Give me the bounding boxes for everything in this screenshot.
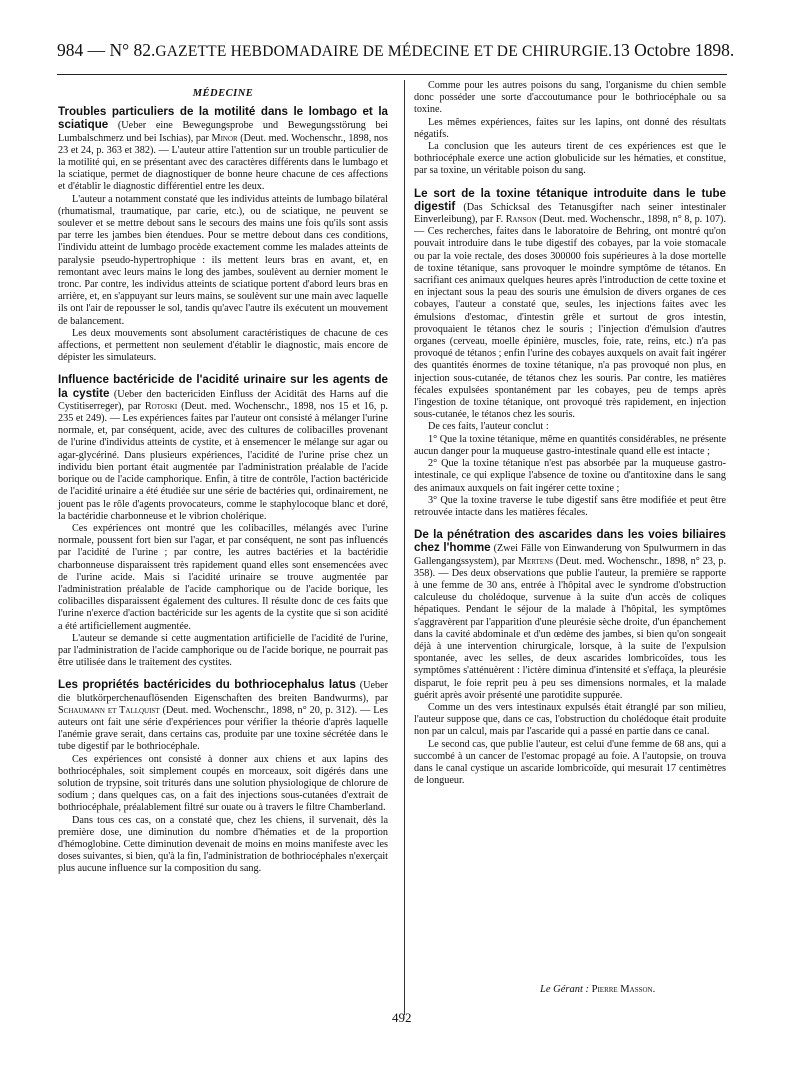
article-author: Rotoski <box>144 400 178 412</box>
article-bothriocephalus <box>58 679 388 875</box>
article-paragraph: 1° Que la toxine tétanique, même en quantités considérables, ne présente aucun danger pour la muqueuse gastro-intestinale quand elle est intacte ; <box>414 433 726 457</box>
article-citation: (Deut. med. Wochenschr., 1898, nos 15 et 16, p. 235 et 249). — <box>58 400 388 425</box>
article-ascarides <box>414 529 726 787</box>
article-lead <box>414 188 726 422</box>
article-ref: (Ueber den bactericiden Einfluss der Acidität des Harns auf die Cystitiserreger), par <box>58 388 389 412</box>
article-title: Le sort de la toxine tétanique introduite dans le tube digestif <box>414 186 726 213</box>
article-lead <box>58 106 388 193</box>
signature-name: Pierre Masson. <box>591 984 656 995</box>
signature-label: Le Gérant : <box>540 984 592 995</box>
article-title: Influence bactéricide de l'acidité urinaire sur les agents de la cystite <box>58 373 388 400</box>
article-author: Schaumann et Tallquist <box>58 704 160 716</box>
article-author: Minor <box>211 132 238 144</box>
article-citation: (Deut. med. Wochenschr., 1898, n° 20, p. 312). — <box>159 704 374 716</box>
article-citation: (Deut. med. Wochenschr., 1898, nos 23 et 24, p. 363 et 382). — <box>58 132 388 156</box>
article-ref: (Das Schicksal des Tetanusgifter nach seiner intestinaler Einverleibung), par F. <box>414 201 726 226</box>
article-citation: (Deut. med. Wochenschr., 1898, n° 23, p. 358). — <box>414 555 726 579</box>
article-lead <box>414 529 726 702</box>
column-separator <box>404 80 405 1015</box>
article-ref: (Ueber eine Bewegungsprobe und Bewegungsstörung bei Lumbalschmerz und bei Ischias), par <box>58 120 388 144</box>
article-lead-text: Les auteurs ont fait une série d'expériences pour vérifier la théorie d'après laquelle l'anémie grave serait, dans certains cas, produite par une toxine sécrétée dans le tube digestif par le bothriocéphale. <box>58 704 388 753</box>
left-column <box>58 84 388 886</box>
article-paragraph: Comme un des vers intestinaux expulsés était étranglé par son milieu, l'auteur suppose que, dans ce cas, l'obstruction du cholédoque était produite non par un calcul, mais par l'ascaride qui a passé en partie dans ce canal. <box>414 701 726 738</box>
article-paragraph: La conclusion que les auteurs tirent de ces expériences est que le bothriocéphale exerce une action globulicide sur les hématies, et constitue, par sa toxine, un véritable poison du sang. <box>414 141 726 177</box>
article-bothriocephalus-continued <box>414 80 726 178</box>
article-title: De la pénétration des ascarides dans les voies biliaires chez l'homme <box>414 528 726 555</box>
article-title: Troubles particuliers de la motilité dans le lombago et la sciatique <box>58 105 388 132</box>
article-lead-text: L'auteur attire l'attention sur un trouble particulier de la motilité qui, en se présentant avec des caractères différents dans le lumbago et la sciatique, permet de diagnostiquer de bonne heure chacune de ces affections et d'établir le diagnostic différentiel entre les deux. <box>58 144 388 193</box>
article-paragraph: L'auteur a notamment constaté que les individus atteints de lumbago bilatéral (rhumatismal, traumatique, par carie, etc.), ou de sciatique, ne peuvent se soulever et se mettre debout sans le secours des mains une fois qu'ils sont assis par terre les jambes bien étendues. Pour se mettre debout dans ces conditions, l'individu atteint de lumbago procède exactement comme les malades atteints de paralysie pseudo-hypertrophique : ils mettent leurs bras en avant, et, en remontant avec leurs mains le long des jambes, soulèvent au dernier moment le tronc. Par contre, les individus atteints de sciatique portent d'abord leurs bras en arrière, et, en s'appuyant sur leurs mains, se soulèvent sur une main avec laquelle ils ont l'air de repousser le sol, tandis qu'avec l'autre ils exécutent un mouvement de balancement. <box>58 193 388 327</box>
article-lead <box>58 374 388 522</box>
article-paragraph: Les mêmes expériences, faites sur les lapins, ont donné des résultats négatifs. <box>414 116 726 140</box>
article-paragraph: Ces expériences ont montré que les colibacilles, mélangés avec l'urine normale, poussent fort bien sur l'agar, et par conséquent, ne sont pas influencés par l'acidité de l'urine ; par contre, les autres bactéries et la bactéridie charbonneuse disparaissent très rapidement quand elles sont ensemencées avec de l'urine acide. Mais si l'acidité urinaire se trouve augmentée par l'administration préalable de l'acide camphorique ou de l'acide borique, les colibacilles disparaissent également des cultures. Il résulte donc de ces faits que l'urine n'exerce d'action bactéricide sur les agents de la cystite que si son acidité a été artificiellement augmentée. <box>58 522 388 632</box>
running-header <box>57 40 735 62</box>
article-lead-text: Les expériences faites par l'auteur ont consisté à mélanger l'urine normale, et, par conséquent, acide, avec des cultures de colibacilles provenant de l'urine d'individus atteints de cystite, et à ensemencer le mélange sur agar ou agar-glycériné. Dans plusieurs expériences, l'acidité de l'urine prise chez un individu bien portant était augmentée par l'administration préalable de l'acide borique ou de l'acide camphorique. Enfin, à titre de contrôle, l'action bactéricide de l'acidité urinaire a été étudiée sur une série de bactéries qui, ordinairement, ne jouent pas le rôle d'agents provocateurs, comme le staphylocoque blanc et doré, la bactéridie charbonneuse et le vibrion cholérique. <box>58 413 388 522</box>
right-column <box>414 80 726 797</box>
article-paragraph: Les deux mouvements sont absolument caractéristiques de chacune de ces affections, et permettent non seulement d'établir le diagnostic, mais encore de dépister les simulateurs. <box>58 327 388 364</box>
article-ref: (Ueber die blutkörperchenauflösenden Eigenschaften des breiten Bandwurms), par <box>58 680 388 704</box>
section-heading: MÉDECINE <box>192 88 254 99</box>
page-number: 492 <box>392 1010 412 1025</box>
article-cystite <box>58 374 388 669</box>
article-paragraph: Comme pour les autres poisons du sang, l'organisme du chien semble donc posséder une sorte d'accoutumance pour le bothriocéphale ou sa toxine. <box>414 80 726 116</box>
issue-date: 13 Octobre 1898. <box>612 40 735 60</box>
article-paragraph: De ces faits, l'auteur conclut : <box>428 421 549 433</box>
article-paragraph: Le second cas, que publie l'auteur, est celui d'une femme de 68 ans, qui a succombé à un cancer de l'estomac propagé au foie. A l'autopsie, on trouva dans le canal cystique un ascaride lombricoïde, qui mesurait 17 centimètres de longueur. <box>414 738 726 787</box>
page-reference: 984 — N° 82. <box>57 40 156 60</box>
article-author: Mertens <box>517 555 554 567</box>
journal-title: GAZETTE HEBDOMADAIRE DE MÉDECINE ET DE CHIRURGIE. <box>155 43 613 60</box>
article-lead-text: Des deux observations que publie l'auteur, la première se rapporte à une femme de 30 ans, entrée à l'hôpital avec le syndrome d'obstruction calculeuse du cholédoque, survenue à la suite d'un accès de coliques hépatiques. Pendant le séjour de la malade à l'hôpital, les symptômes s'aggravèrent par l'apparition d'une pleurésie sèche droite, d'un épanchement dans la cavité abdominale et d'un œdème des jambes, si bien qu'on songeait déjà à une intervention chirurgicale, lorsque, à la suite de l'expulsion spontanée, avec les selles, de deux ascarides lombricoïdes, tous les symptômes s'atténuèrent : l'ictère diminua d'intensité et s'effaça, la pleurésie disparut, le foie reprit peu à peu ses dimensions normales, et la malade guérit après avoir présenté une parotidite suppurée. <box>414 567 726 701</box>
signature <box>540 984 655 995</box>
article-citation: (Deut. med. Wochenschr., 1898, n° 8, p. 107). — <box>414 214 726 238</box>
header-rule <box>57 74 727 75</box>
article-title: Les propriétés bactéricides du bothriocephalus latus <box>58 678 356 692</box>
article-lead-text: Ces recherches, faites dans le laboratoire de Behring, ont montré qu'on pouvait introduire dans le tube digestif des cobayes, par la voie stomacale ou par la voie rectale, des doses 300000 fois supérieures à la dose mortelle de toxine tétanique, sans provoquer le moindre symptôme de tétanos. En sacrifiant ces animaux quelques heures après l'introduction de cette toxine et en injectant sous la peau des souris une émulsion de divers organes de ces cobayes, l'auteur a constaté que, seules, les injections faites avec les émulsions d'estomac, d'intestin grêle et surtout de gros intestin, provoquaient le tétanos chez le souris ; l'injection d'émulsion d'autres organes (cerveau, moelle épinière, muscles, foie, rate, reins, etc.) n'a pas provoqué de tétanos ; enfin l'urine des cobayes auxquels on avait fait ingérer des quantités énormes de toxine tétanique, n'a pas provoqué non plus, en injection sous-cutanée, de tétanos chez les souris. Par contre, les matières fécales expulsées spontanément par les cobayes, peu de temps après l'ingestion de toxine tétanique, ont provoqué très rapidement, en injection sous-cutanée, le tétanos chez les souris. <box>414 226 726 421</box>
article-ref: (Zwei Fälle von Einwanderung von Spulwurmern in das Gallengangssystem), par <box>414 543 726 567</box>
article-author: Ranson <box>505 214 537 226</box>
article-paragraph: L'auteur se demande si cette augmentation artificielle de l'acidité de l'urine, par l'administration de l'acide camphorique ou de l'acide borique, ne pourrait pas être utilisée dans le traitement des cystites. <box>58 632 388 669</box>
article-paragraph: Dans tous ces cas, on a constaté que, chez les chiens, il survenait, dès la première dose, une diminution du nombre d'hématies et de la proportion d'hémoglobine. Cette diminution devenait de moins en moins manifeste avec les doses suivantes, si bien, qu'à la fin, l'administration de bothriocéphales n'exerçait plus aucune influence sur la composition du sang. <box>58 814 389 875</box>
article-toxine-tetanique <box>414 188 726 519</box>
article-lead <box>58 679 388 753</box>
article-paragraph: 2° Que la toxine tétanique n'est pas absorbée par la muqueuse gastro-intestinale, ce qui explique l'absence de toxine ou d'antitoxine dans le sang des animaux auxquels on fait ingérer cette toxine ; <box>414 458 726 494</box>
article-lombago <box>58 106 388 364</box>
article-paragraph: Ces expériences ont consisté à donner aux chiens et aux lapins des bothriocéphales, soit simplement coupés en morceaux, soit digérés dans une solution de trypsine, soit triturés dans une solution physiologique de chlorure de sodium ; dans quelques cas, on a fait des injections sous-cutanées d'extrait de bothriocéphale, préalablement filtré sur ouate ou à travers le filtre Chamberland. <box>58 753 388 814</box>
article-paragraph: 3° Que la toxine traverse le tube digestif sans être modifiée et peut être retrouvée intacte dans les matières fécales. <box>414 494 726 518</box>
